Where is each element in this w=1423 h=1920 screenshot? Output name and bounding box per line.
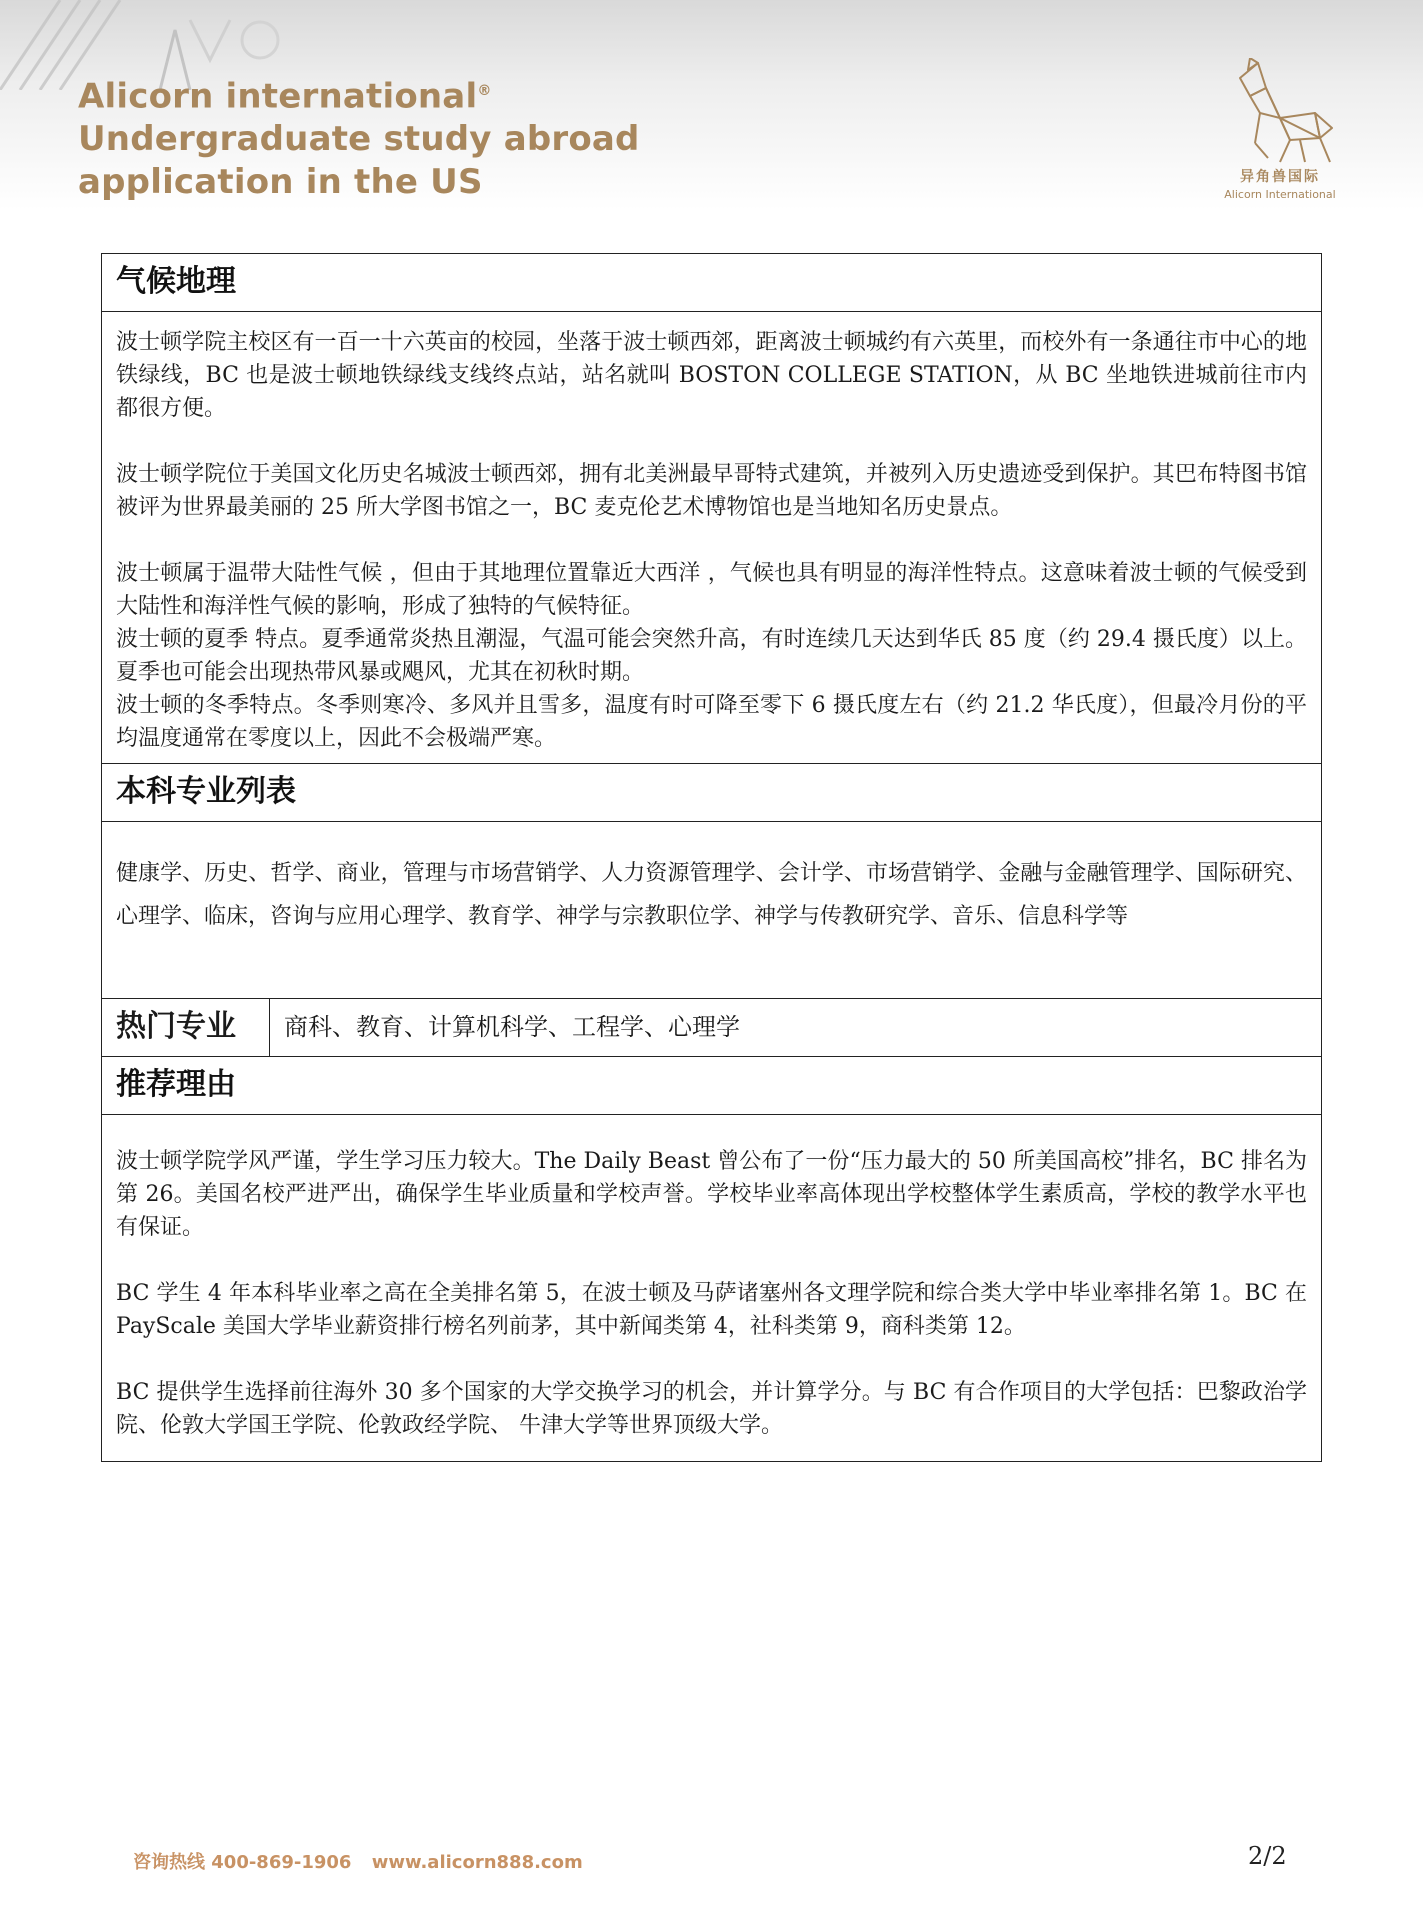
reasons-paragraph-1: 波士顿学院学风严谨，学生学习压力较大。The Daily Beast 曾公布了一份“压力最大的 50 所美国高校”排名，BC 排名为第 26。美国名校严进严出，确保学生毕业质量和学校声誉。学校毕业率高体现出学校整体学生素质高，学校的教学水平也有保证。 [116, 1149, 1307, 1240]
school-info-table [101, 253, 1322, 1462]
hot-majors-value: 商科、教育、计算机科学、工程学、心理学 [284, 1013, 740, 1041]
climate-paragraph-1: 波士顿学院主校区有一百一十六英亩的校园，坐落于波士顿西郊，距离波士顿城约有六英里，而校外有一条通往市中心的地铁绿线，BC 也是波士顿地铁绿线支线终点站，站名就叫 BOSTON COLLEGE STATION，从 BC 坐地铁进城前往市内都很方便。 [116, 330, 1307, 421]
brand-title [78, 70, 640, 204]
hot-majors-label: 热门专业 [102, 999, 270, 1056]
climate-paragraph-2: 波士顿学院位于美国文化历史名城波士顿西郊，拥有北美洲最早哥特式建筑，并被列入历史遗迹受到保护。其巴布特图书馆被评为世界最美丽的 25 所大学图书馆之一，BC 麦克伦艺术博物馆也是当地知名历史景点。 [116, 462, 1307, 520]
reasons-paragraph-2: BC 学生 4 年本科毕业率之高在全美排名第 5，在波士顿及马萨诸塞州各文理学院和综合类大学中毕业率排名第 1。BC 在 PayScale 美国大学毕业薪资排行榜名列前茅，其中新闻类第 4，社科类第 9，商科类第 12。 [116, 1281, 1307, 1339]
footer-hotline: 咨询热线 400-869-1906 [133, 1852, 352, 1873]
registered-mark: ® [477, 83, 492, 99]
reasons-section [102, 1115, 1321, 1461]
logo-english-name: Alicorn International [1224, 188, 1336, 201]
reasons-heading: 推荐理由 [102, 1057, 1321, 1115]
header-band [0, 0, 1423, 210]
climate-paragraph-4: 波士顿的夏季 特点。夏季通常炎热且潮湿，气温可能会突然升高，有时连续几天达到华氏 85 度（约 29.4 摄氏度）以上。夏季也可能会出现热带风暴或飓风，尤其在初秋时期。 [116, 627, 1307, 685]
majors-list: 健康学、历史、哲学、商业，管理与市场营销学、人力资源管理学、会计学、市场营销学、金融与金融管理学、国际研究、心理学、临床，咨询与应用心理学、教育学、神学与宗教职位学、神学与传教研究学、音乐、信息科学等 [116, 861, 1307, 929]
climate-paragraph-3: 波士顿属于温带大陆性气候 ，但由于其地理位置靠近大西洋 ，气候也具有明显的海洋性特点。这意味着波士顿的气候受到大陆性和海洋性气候的影响，形成了独特的气候特征。 [116, 561, 1307, 619]
footer-website[interactable]: www.alicorn888.com [371, 1852, 583, 1873]
page-number: 2/2 [1248, 1842, 1287, 1870]
brand-line-2: Undergraduate study abroad [78, 119, 640, 160]
hot-majors-row [102, 999, 1321, 1057]
reasons-paragraph-3: BC 提供学生选择前往海外 30 多个国家的大学交换学习的机会，并计算学分。与 BC 有合作项目的大学包括：巴黎政治学院、伦敦大学国王学院、伦敦政经学院、 牛津大学等世界顶级大学。 [116, 1380, 1307, 1438]
footer-contact [133, 1848, 597, 1874]
brand-line-3: application in the US [78, 162, 483, 203]
climate-heading: 气候地理 [102, 254, 1321, 312]
majors-section [102, 822, 1321, 999]
alicorn-logo [1205, 58, 1355, 208]
climate-paragraph-5: 波士顿的冬季特点。冬季则寒冷、多风并且雪多，温度有时可降至零下 6 摄氏度左右（约 21.2 华氏度），但最冷月份的平均温度通常在零度以上，因此不会极端严寒。 [116, 693, 1307, 751]
unicorn-icon [1220, 58, 1340, 166]
climate-section [102, 312, 1321, 764]
brand-line-1: Alicorn international [78, 76, 478, 117]
logo-chinese-name: 异角兽国际 [1240, 169, 1320, 185]
majors-heading: 本科专业列表 [102, 764, 1321, 822]
